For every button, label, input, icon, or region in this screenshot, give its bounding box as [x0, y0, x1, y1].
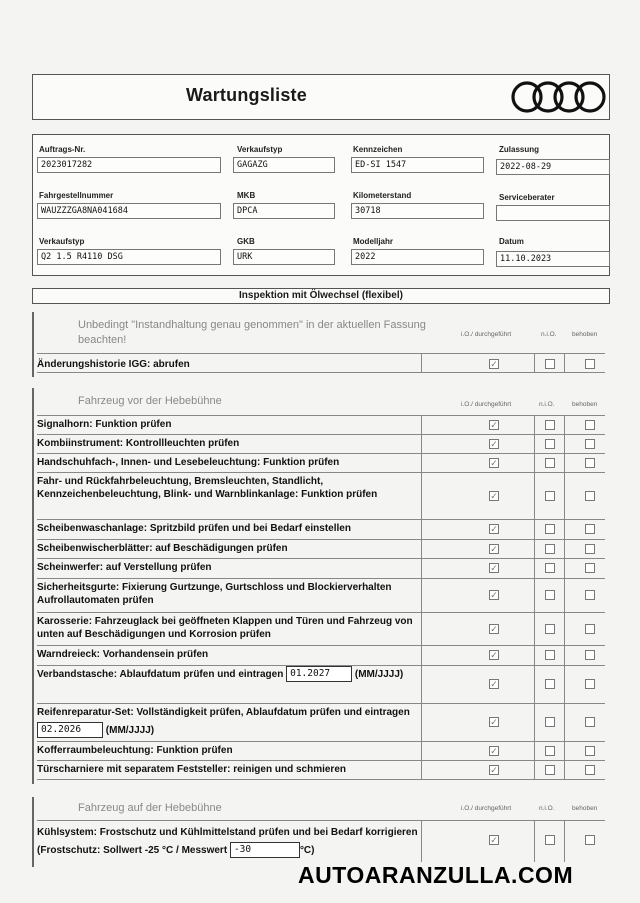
- nio-checkbox[interactable]: [545, 765, 555, 775]
- checkmark-icon: ✓: [490, 746, 498, 756]
- col-divider: [564, 760, 565, 780]
- col-divider: [564, 558, 565, 578]
- row-text-a: Reifenreparatur-Set: Vollständigkeit prüfen, Ablaufdatum prüfen und eintragen: [37, 707, 410, 718]
- nio-checkbox[interactable]: [545, 544, 555, 554]
- behoben-checkbox[interactable]: [585, 491, 595, 501]
- gkb-field: URK: [233, 249, 335, 265]
- col-divider: [421, 820, 422, 862]
- watermark: AUTOARANZULLA.COM: [298, 862, 574, 888]
- datum-field: 11.10.2023: [496, 251, 610, 267]
- row-text: Scheibenwischerblätter: auf Beschädigungen prüfen: [37, 543, 288, 554]
- expiry-date-field: 02.2026: [37, 722, 103, 738]
- col-divider: [421, 472, 422, 519]
- row-text: Kofferraumbeleuchtung: Funktion prüfen: [37, 745, 233, 756]
- page-title: Wartungsliste: [186, 85, 307, 105]
- nio-checkbox[interactable]: [545, 491, 555, 501]
- row-text: Handschuhfach-, Innen- und Lesebeleuchtung: Funktion prüfen: [37, 457, 340, 468]
- behoben-checkbox[interactable]: [585, 679, 595, 689]
- kuehlsystem-unit: °C): [299, 845, 315, 856]
- col-divider: [534, 519, 535, 539]
- col-divider: [534, 741, 535, 760]
- section-vor-hebebuehne: [32, 388, 34, 784]
- nio-checkbox[interactable]: [545, 650, 555, 660]
- checkmark-icon: ✓: [490, 765, 498, 775]
- col-divider: [534, 612, 535, 645]
- behoben-checkbox[interactable]: [585, 746, 595, 756]
- modelljahr-field: 2022: [351, 249, 484, 265]
- col-behoben-header: behoben: [572, 331, 598, 338]
- col-io-header: i.O./ durchgeführt: [461, 331, 512, 338]
- col-divider: [564, 353, 565, 373]
- col-nio-header: n.i.O.: [539, 401, 555, 408]
- row-text: Signalhorn: Funktion prüfen: [37, 419, 172, 430]
- zulassung-label: Zulassung: [499, 145, 540, 154]
- checkmark-icon: ✓: [490, 717, 498, 727]
- col-divider: [564, 539, 565, 558]
- row-text: Änderungshistorie IGG: abrufen: [37, 359, 190, 370]
- behoben-checkbox[interactable]: [585, 544, 595, 554]
- verkaufstyp-label: Verkaufstyp: [39, 237, 85, 246]
- nio-checkbox[interactable]: [545, 746, 555, 756]
- nio-checkbox[interactable]: [545, 420, 555, 430]
- row-text: Scheibenwaschanlage: Spritzbild prüfen und bei Bedarf einstellen: [37, 523, 351, 534]
- checkmark-icon: ✓: [490, 524, 498, 534]
- row-text: Sicherheitsgurte: Fixierung Gurtzunge, Gurtschloss und Blockierverhalten Aufrollautomaten prüfen: [37, 582, 392, 606]
- checkmark-icon: ✓: [490, 624, 498, 634]
- zulassung-field: 2022-08-29: [496, 159, 610, 175]
- col-divider: [421, 539, 422, 558]
- kennzeichen-label: Kennzeichen: [353, 145, 403, 154]
- row-text-b: (MM/JJJJ): [354, 669, 404, 680]
- kuehlsystem-row-text: [37, 824, 421, 860]
- col-divider: [564, 645, 565, 665]
- behoben-checkbox[interactable]: [585, 624, 595, 634]
- col-behoben-header: behoben: [572, 805, 598, 812]
- behoben-checkbox[interactable]: [585, 835, 595, 845]
- checkmark-icon: ✓: [490, 563, 498, 573]
- row-text-b: (MM/JJJJ): [105, 725, 155, 736]
- col-io-header: i.O./ durchgeführt: [461, 805, 512, 812]
- row-text: Kombiinstrument: Kontrollleuchten prüfen: [37, 438, 240, 449]
- col-divider: [421, 453, 422, 472]
- col-divider: [534, 820, 535, 862]
- col-divider: [564, 519, 565, 539]
- behoben-checkbox[interactable]: [585, 590, 595, 600]
- behoben-checkbox[interactable]: [585, 420, 595, 430]
- serviceberater-label: Serviceberater: [499, 193, 555, 202]
- col-divider: [421, 760, 422, 780]
- serviceberater-field: [496, 205, 610, 221]
- checkmark-icon: ✓: [490, 544, 498, 554]
- checkmark-icon: ✓: [490, 458, 498, 468]
- section-igg-heading: Unbedingt "Instandhaltung genau genommen" in der aktuellen Fassung beachten!: [78, 319, 426, 346]
- gkb-label: GKB: [237, 237, 255, 246]
- col-divider: [534, 645, 535, 665]
- row-text: Warndreieck: Vorhandensein prüfen: [37, 649, 209, 660]
- col-divider: [564, 665, 565, 703]
- expiry-date-field: 01.2027: [286, 666, 352, 682]
- behoben-checkbox[interactable]: [585, 458, 595, 468]
- nio-checkbox[interactable]: [545, 359, 555, 369]
- behoben-checkbox[interactable]: [585, 765, 595, 775]
- col-divider: [534, 578, 535, 612]
- section-vor-hebebuehne-heading: Fahrzeug vor der Hebebühne: [78, 395, 222, 407]
- col-divider: [421, 578, 422, 612]
- col-nio-header: n.i.O.: [539, 805, 555, 812]
- fahrgestellnummer-field: WAUZZZGA8NA041684: [37, 203, 221, 219]
- checkmark-icon: ✓: [490, 679, 498, 689]
- row-text: Karosserie: Fahrzeuglack bei geöffneten Klappen und Türen und Fahrzeug von unten auf Beschädigungen und Korrosion prüfen: [37, 616, 413, 640]
- behoben-checkbox[interactable]: [585, 359, 595, 369]
- frostschutz-messwert-field: -30: [230, 842, 300, 858]
- col-divider: [534, 558, 535, 578]
- kilometerstand-label: Kilometerstand: [353, 191, 412, 200]
- row-text-a: Verbandstasche: Ablaufdatum prüfen und eintragen: [37, 669, 284, 680]
- verkaufstyp-field: Q2 1.5 R4110 DSG: [37, 249, 221, 265]
- nio-checkbox[interactable]: [545, 624, 555, 634]
- col-divider: [421, 665, 422, 703]
- checkmark-icon: ✓: [490, 439, 498, 449]
- col-divider: [534, 415, 535, 434]
- checkmark-icon: ✓: [490, 420, 498, 430]
- col-divider: [564, 434, 565, 453]
- modelljahr-label: Modelljahr: [353, 237, 394, 246]
- checkmark-icon: ✓: [490, 359, 498, 369]
- row-text: Scheinwerfer: auf Verstellung prüfen: [37, 562, 212, 573]
- kennzeichen-field: ED-SI 1547: [351, 157, 484, 173]
- row-text: Fahr- und Rückfahrbeleuchtung, Bremsleuchten, Standlicht, Kennzeichenbeleuchtung, Blink- und Warnblinkanlage: Funktion prüfen: [37, 476, 378, 500]
- row-text: [37, 704, 421, 740]
- col-nio-header: n.i.O.: [541, 331, 557, 338]
- row-text: Türscharniere mit separatem Feststeller: reinigen und schmieren: [37, 764, 346, 775]
- nio-checkbox[interactable]: [545, 458, 555, 468]
- col-divider: [421, 519, 422, 539]
- col-divider: [534, 539, 535, 558]
- nio-checkbox[interactable]: [545, 679, 555, 689]
- col-divider: [564, 820, 565, 862]
- col-divider: [421, 558, 422, 578]
- verkaufstyp-code-label: Verkaufstyp: [237, 145, 283, 154]
- col-divider: [534, 703, 535, 741]
- nio-checkbox[interactable]: [545, 590, 555, 600]
- fahrgestellnummer-label: Fahrgestellnummer: [39, 191, 114, 200]
- nio-checkbox[interactable]: [545, 563, 555, 573]
- nio-checkbox[interactable]: [545, 439, 555, 449]
- kuehlsystem-text: Kühlsystem: Frostschutz und Kühlmittelstand prüfen und bei Bedarf korrigieren (Frostschutz: Sollwert -25 °C / Messwert: [37, 827, 418, 856]
- mkb-label: MKB: [237, 191, 256, 200]
- col-divider: [421, 612, 422, 645]
- col-behoben-header: behoben: [572, 401, 598, 408]
- col-divider: [564, 453, 565, 472]
- checkmark-icon: ✓: [490, 650, 498, 660]
- mkb-field: DPCA: [233, 203, 335, 219]
- row-text: [37, 666, 421, 684]
- col-divider: [534, 453, 535, 472]
- col-divider: [534, 760, 535, 780]
- verkaufstyp-code-field: GAGAZG: [233, 157, 335, 173]
- col-io-header: i.O./ durchgeführt: [461, 401, 512, 408]
- auftrags-nr-label: Auftrags-Nr.: [39, 145, 86, 154]
- behoben-checkbox[interactable]: [585, 717, 595, 727]
- col-divider: [534, 434, 535, 453]
- col-divider: [421, 741, 422, 760]
- col-divider: [564, 472, 565, 519]
- col-divider: [564, 578, 565, 612]
- col-divider: [421, 415, 422, 434]
- behoben-checkbox[interactable]: [585, 650, 595, 660]
- audi-rings-logo: [510, 80, 608, 114]
- behoben-checkbox[interactable]: [585, 439, 595, 449]
- checkmark-icon: ✓: [490, 835, 498, 845]
- col-divider: [564, 415, 565, 434]
- col-divider: [564, 741, 565, 760]
- col-divider: [421, 353, 422, 373]
- checkmark-icon: ✓: [490, 590, 498, 600]
- col-divider: [564, 612, 565, 645]
- section-auf-hebebuehne-heading: Fahrzeug auf der Hebebühne: [78, 802, 222, 814]
- col-divider: [534, 353, 535, 373]
- section-igg: [32, 312, 34, 377]
- col-divider: [534, 665, 535, 703]
- col-divider: [534, 472, 535, 519]
- nio-checkbox[interactable]: [545, 524, 555, 534]
- inspection-type-banner: Inspektion mit Ölwechsel (flexibel): [32, 288, 610, 304]
- behoben-checkbox[interactable]: [585, 524, 595, 534]
- nio-checkbox[interactable]: [545, 835, 555, 845]
- datum-label: Datum: [499, 237, 524, 246]
- behoben-checkbox[interactable]: [585, 563, 595, 573]
- col-divider: [421, 703, 422, 741]
- checkmark-icon: ✓: [490, 491, 498, 501]
- col-divider: [564, 703, 565, 741]
- section-auf-hebebuehne: [32, 797, 34, 867]
- auftrags-nr-field: 2023017282: [37, 157, 221, 173]
- nio-checkbox[interactable]: [545, 717, 555, 727]
- kilometerstand-field: 30718: [351, 203, 484, 219]
- col-divider: [421, 645, 422, 665]
- col-divider: [421, 434, 422, 453]
